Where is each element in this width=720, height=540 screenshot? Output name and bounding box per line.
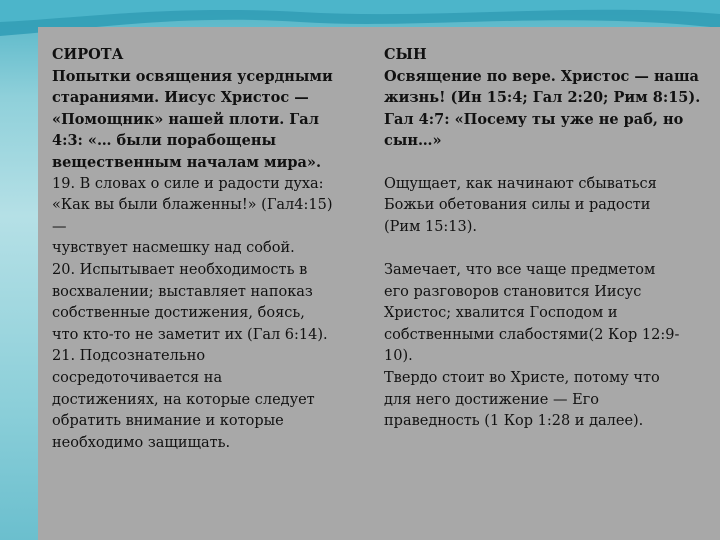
- left-column-orphan: [52, 44, 370, 454]
- right-line: Замечает, что все чаще предметом: [384, 261, 656, 278]
- left-line: необходимо защищать.: [52, 434, 231, 451]
- right-line: Божьи обетования силы и радости: [384, 197, 651, 214]
- paragraph-gap: [384, 152, 714, 174]
- right-line: Христос; хвалится Господом и: [384, 305, 618, 322]
- left-line: 20. Испытывает необходимость в: [52, 261, 308, 278]
- right-bold-line: жизнь! (Ин 15:4; Гал 2:20; Рим 8:15).: [384, 89, 701, 107]
- left-line: —: [52, 218, 67, 235]
- left-bold-line: стараниями. Иисус Христос —: [52, 89, 309, 107]
- left-bold-line: «Помощник» нашей плоти. Гал: [52, 110, 319, 128]
- left-line: 19. В словах о силе и радости духа:: [52, 175, 324, 192]
- right-line: собственными слабостями(2 Кор 12:9-: [384, 326, 680, 343]
- left-line: восхвалении; выставляет напоказ: [52, 283, 313, 300]
- right-line: Ощущает, как начинают сбываться: [384, 175, 657, 192]
- left-line: сосредоточивается на: [52, 369, 223, 386]
- right-line: 10).: [384, 348, 413, 365]
- left-bold-line: вещественным началам мира».: [52, 153, 322, 171]
- right-line: его разговоров становится Иисус: [384, 283, 642, 300]
- paragraph-gap: [384, 238, 714, 260]
- right-title: СЫН: [384, 46, 427, 63]
- left-line: что кто-то не заметит их (Гал 6:14).: [52, 326, 328, 343]
- left-line: собственные достижения, боясь,: [52, 305, 305, 322]
- left-line: обратить внимание и которые: [52, 413, 284, 430]
- right-line: Твердо стоит во Христе, потому что: [384, 369, 660, 386]
- left-line: достижениях, на которые следует: [52, 391, 315, 408]
- left-line: «Как вы были блаженны!» (Гал4:15): [52, 197, 333, 214]
- right-column-son: [384, 44, 714, 433]
- left-bold-line: 4:3: «… были порабощены: [52, 132, 276, 150]
- left-title: СИРОТА: [52, 46, 124, 63]
- right-bold-line: Гал 4:7: «Посему ты уже не раб, но: [384, 110, 684, 128]
- right-line: (Рим 15:13).: [384, 218, 478, 235]
- right-line: праведность (1 Кор 1:28 и далее).: [384, 413, 644, 430]
- right-line: для него достижение — Его: [384, 391, 600, 408]
- left-line: 21. Подсознательно: [52, 348, 206, 365]
- right-bold-line: сын…»: [384, 132, 442, 150]
- right-bold-line: Освящение по вере. Христос — наша: [384, 67, 699, 85]
- left-line: чувствует насмешку над собой.: [52, 240, 295, 257]
- left-bold-line: Попытки освящения усердными: [52, 67, 333, 85]
